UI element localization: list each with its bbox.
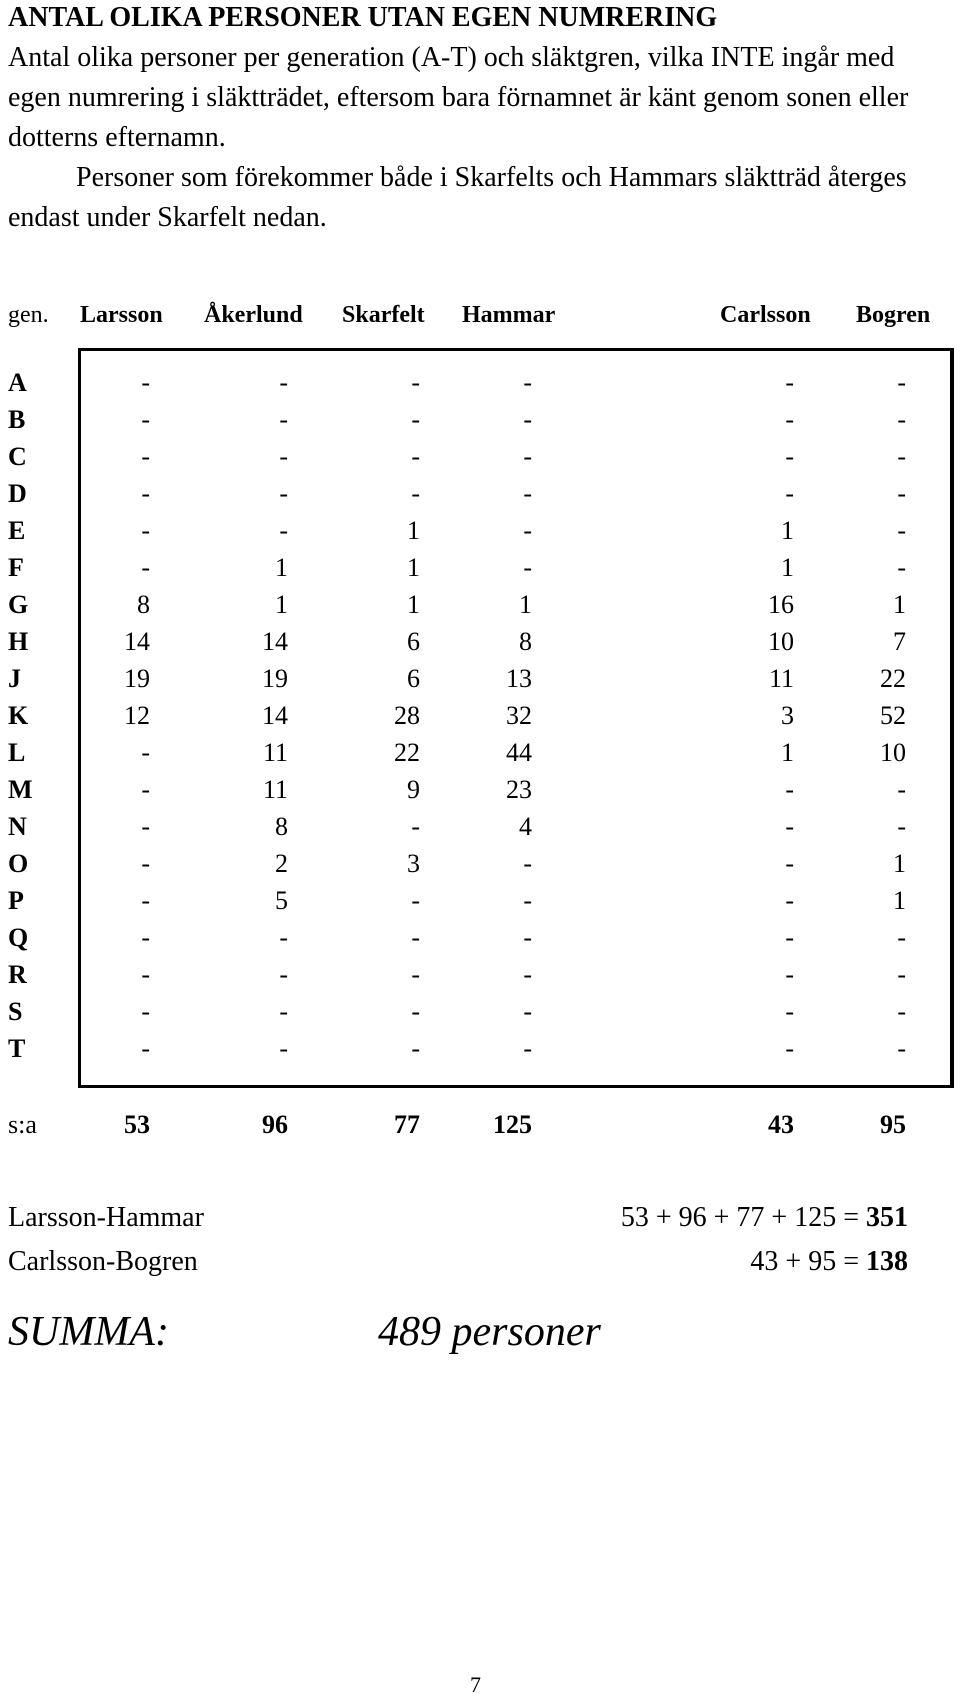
table-cell: 1 (781, 738, 794, 767)
table-cell: - (141, 1034, 150, 1063)
column-header: Åkerlund (204, 302, 303, 328)
generation-label: J (8, 664, 21, 693)
table-cell: 19 (124, 664, 150, 693)
table-cell: 7 (893, 627, 906, 656)
summa-value: 489 personer (378, 1309, 601, 1355)
sum-value: 95 (880, 1110, 906, 1139)
sum-value: 96 (262, 1110, 288, 1139)
column-header: Bogren (856, 302, 931, 328)
table-cell: - (897, 1034, 906, 1063)
table-cell: - (523, 849, 532, 878)
generation-label: N (8, 812, 27, 841)
table-cell: 23 (506, 775, 532, 804)
table-cell: 52 (880, 701, 906, 730)
table-cell: - (279, 960, 288, 989)
table-cell: 2 (275, 849, 288, 878)
table-cell: 1 (407, 590, 420, 619)
table-cell: - (897, 997, 906, 1026)
table-cell: - (141, 442, 150, 471)
table-cell: - (785, 997, 794, 1026)
table-cell: - (523, 442, 532, 471)
table-cell: - (141, 849, 150, 878)
page-heading: ANTAL OLIKA PERSONER UTAN EGEN NUMRERING (8, 2, 718, 33)
table-cell: - (897, 960, 906, 989)
table-cell: 4 (519, 812, 532, 841)
table-cell: - (279, 1034, 288, 1063)
generation-label: Q (8, 923, 29, 952)
table-cell: 11 (262, 775, 288, 804)
generation-label: A (8, 368, 27, 397)
sum-value: 77 (394, 1110, 420, 1139)
generation-label: R (8, 960, 27, 989)
table-cell: - (897, 923, 906, 952)
table-cell: - (411, 997, 420, 1026)
total-expression-larsson-hammar: 53 + 96 + 77 + 125 = 351 (620, 1202, 908, 1233)
table-cell: 6 (407, 627, 420, 656)
table-cell: - (279, 516, 288, 545)
table-cell: 9 (407, 775, 420, 804)
column-header: Skarfelt (342, 302, 425, 328)
total-result: 138 (866, 1246, 908, 1277)
table-cell: - (523, 997, 532, 1026)
table-cell: - (411, 812, 420, 841)
column-header: Carlsson (720, 302, 811, 328)
table-cell: 22 (880, 664, 906, 693)
table-cell: - (141, 997, 150, 1026)
table-cell: - (523, 516, 532, 545)
table-cell: 8 (519, 627, 532, 656)
table-cell: 1 (275, 553, 288, 582)
table-cell: - (523, 368, 532, 397)
table-cell: 14 (262, 701, 288, 730)
table-cell: 1 (893, 849, 906, 878)
intro-paragraph-1: Antal olika personer per generation (A-T) och släktgren, vilka INTE ingår med egen numrering i släktträdet, eftersom bara förnamnet är känt genom sonen eller dotterns efternamn. (8, 42, 909, 153)
table-cell: - (141, 553, 150, 582)
table-cell: - (897, 516, 906, 545)
table-cell: 1 (519, 590, 532, 619)
table-cell: - (897, 442, 906, 471)
table-cell: 6 (407, 664, 420, 693)
table-cell: - (141, 479, 150, 508)
table-cell: - (785, 923, 794, 952)
table-cell: - (785, 849, 794, 878)
table-cell: - (897, 812, 906, 841)
total-expression-carlsson-bogren: 43 + 95 = 138 (750, 1246, 908, 1277)
table-cell: - (279, 997, 288, 1026)
gen-column-header: gen. (8, 302, 49, 328)
total-label-larsson-hammar: Larsson-Hammar (8, 1202, 204, 1233)
table-cell: - (141, 405, 150, 434)
table-cell: 19 (262, 664, 288, 693)
table-cell: 10 (880, 738, 906, 767)
generation-label: B (8, 405, 26, 434)
table-cell: - (785, 368, 794, 397)
table-cell: - (279, 479, 288, 508)
total-label-carlsson-bogren: Carlsson-Bogren (8, 1246, 198, 1277)
table-cell: - (279, 923, 288, 952)
table-cell: - (785, 1034, 794, 1063)
table-cell: 13 (506, 664, 532, 693)
table-cell: - (141, 960, 150, 989)
table-cell: - (523, 886, 532, 915)
table-cell: - (785, 405, 794, 434)
sum-value: 125 (493, 1110, 532, 1139)
table-cell: - (785, 442, 794, 471)
summa-label: SUMMA: (8, 1309, 169, 1355)
generation-label: M (8, 775, 33, 804)
table-cell: 8 (275, 812, 288, 841)
table-cell: - (411, 442, 420, 471)
table-cell: - (523, 960, 532, 989)
table-cell: - (785, 812, 794, 841)
table-cell: - (897, 479, 906, 508)
intro-paragraph-2: Personer som förekommer både i Skarfelts och Hammars släktträd återges endast under Skarfelt nedan. (8, 162, 907, 233)
table-cell: - (141, 923, 150, 952)
sums-label: s:a (8, 1110, 37, 1139)
sum-value: 53 (124, 1110, 150, 1139)
generation-label: F (8, 553, 24, 582)
table-cell: 10 (768, 627, 794, 656)
table-cell: 44 (506, 738, 532, 767)
table-cell: 5 (275, 886, 288, 915)
table-cell: - (279, 442, 288, 471)
table-cell: - (411, 960, 420, 989)
table-cell: - (897, 775, 906, 804)
generation-label: C (8, 442, 27, 471)
column-header: Larsson (80, 302, 163, 328)
table-cell: 1 (407, 553, 420, 582)
table-cell: 16 (768, 590, 794, 619)
table-cell: 11 (768, 664, 794, 693)
generation-label: S (8, 997, 23, 1026)
table-cell: - (897, 368, 906, 397)
table-cell: - (785, 479, 794, 508)
table-cell: - (141, 886, 150, 915)
table-cell: - (897, 405, 906, 434)
table-cell: - (523, 923, 532, 952)
table-cell: 32 (506, 701, 532, 730)
table-cell: - (411, 923, 420, 952)
table-cell: 3 (407, 849, 420, 878)
generation-label: G (8, 590, 29, 619)
generation-label: L (8, 738, 26, 767)
table-cell: 11 (262, 738, 288, 767)
table-cell: - (411, 405, 420, 434)
table-cell: 1 (781, 516, 794, 545)
table-cell: 14 (124, 627, 150, 656)
table-cell: - (523, 1034, 532, 1063)
table-cell: 3 (781, 701, 794, 730)
table-cell: - (897, 553, 906, 582)
table-cell: - (411, 1034, 420, 1063)
table-cell: - (141, 368, 150, 397)
table-cell: 1 (893, 886, 906, 915)
table-cell: - (411, 368, 420, 397)
table-cell: - (523, 553, 532, 582)
table-cell: - (411, 886, 420, 915)
table-cell: - (141, 812, 150, 841)
table-cell: - (523, 405, 532, 434)
page-number: 7 (470, 1672, 481, 1697)
intro-text (8, 38, 948, 238)
table-cell: 14 (262, 627, 288, 656)
table-cell: - (141, 738, 150, 767)
generation-label: E (8, 516, 26, 545)
table-cell: 8 (137, 590, 150, 619)
column-header: Hammar (462, 302, 556, 328)
table-cell: - (411, 479, 420, 508)
table-cell: - (279, 368, 288, 397)
table-cell: 12 (124, 701, 150, 730)
generation-label: T (8, 1034, 26, 1063)
table-cell: 1 (781, 553, 794, 582)
table-cell: - (785, 775, 794, 804)
table-cell: - (785, 886, 794, 915)
sum-value: 43 (768, 1110, 794, 1139)
generation-label: O (8, 849, 29, 878)
table-cell: 1 (893, 590, 906, 619)
table-cell: 28 (394, 701, 420, 730)
table-cell: - (523, 479, 532, 508)
table-cell: 1 (407, 516, 420, 545)
table-cell: - (279, 405, 288, 434)
table-cell: 22 (394, 738, 420, 767)
generation-label: H (8, 627, 29, 656)
generation-label: K (8, 701, 29, 730)
generation-label: D (8, 479, 27, 508)
table-cell: - (141, 516, 150, 545)
table-cell: - (141, 775, 150, 804)
table-cell: - (785, 960, 794, 989)
table-cell: 1 (275, 590, 288, 619)
total-result: 351 (866, 1202, 908, 1233)
generation-label: P (8, 886, 24, 915)
